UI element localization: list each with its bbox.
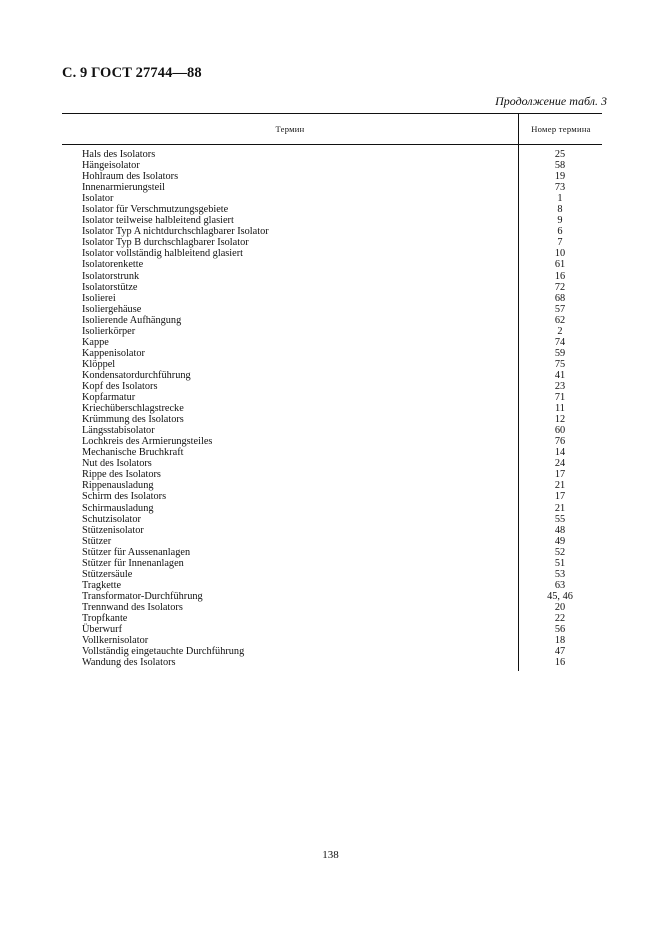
term-cell: Stützer für Innenanlagen bbox=[82, 557, 184, 569]
term-number-cell: 21 bbox=[554, 480, 566, 492]
table-row bbox=[62, 282, 602, 293]
term-cell: Kondensatordurchführung bbox=[82, 369, 191, 381]
term-number-cell: 24 bbox=[554, 458, 566, 470]
term-number-cell: 18 bbox=[554, 635, 566, 647]
term-cell: Vollständig eingetauchte Durchführung bbox=[82, 646, 245, 658]
table-body bbox=[62, 145, 602, 668]
term-cell: Isolatorstütze bbox=[82, 281, 138, 293]
table-row bbox=[62, 248, 602, 259]
term-cell: Tropfkante bbox=[82, 612, 128, 624]
table-row bbox=[62, 403, 602, 414]
term-cell: Isolator teilweise halbleitend glasiert bbox=[82, 215, 234, 227]
term-number-cell: 20 bbox=[554, 601, 566, 613]
term-cell: Klöppel bbox=[82, 358, 116, 370]
term-cell: Stützersäule bbox=[82, 568, 133, 580]
term-cell: Kriechüberschlagstrecke bbox=[82, 403, 184, 415]
table-row bbox=[62, 646, 602, 657]
term-number-cell: 55 bbox=[554, 513, 566, 525]
term-cell: Hals des Isolators bbox=[82, 149, 156, 160]
term-number-cell: 25 bbox=[554, 149, 566, 160]
term-cell: Kopf des Isolators bbox=[82, 380, 158, 392]
term-cell: Rippenausladung bbox=[82, 480, 154, 492]
term-cell: Tragkette bbox=[82, 579, 122, 591]
term-number-cell: 68 bbox=[554, 292, 566, 304]
term-number-cell: 75 bbox=[554, 358, 566, 370]
table-row bbox=[62, 359, 602, 370]
term-number-cell: 12 bbox=[554, 414, 566, 426]
term-cell: Krümmung des Isolators bbox=[82, 414, 184, 426]
term-number-cell: 22 bbox=[554, 612, 566, 624]
term-number-cell: 58 bbox=[554, 160, 566, 172]
table-row bbox=[62, 657, 602, 668]
table-row bbox=[62, 558, 602, 569]
term-cell: Innenarmierungsteil bbox=[82, 182, 165, 194]
table-row bbox=[62, 271, 602, 282]
term-cell: Mechanische Bruchkraft bbox=[82, 447, 184, 459]
term-number-cell: 71 bbox=[554, 392, 566, 404]
term-cell: Lochkreis des Armierungsteiles bbox=[82, 436, 213, 448]
term-cell: Isolierende Aufhängung bbox=[82, 314, 182, 326]
table-row bbox=[62, 635, 602, 646]
term-number-cell: 74 bbox=[554, 336, 566, 348]
table-row bbox=[62, 480, 602, 491]
terms-table bbox=[62, 113, 602, 668]
term-cell: Hohlraum des Isolators bbox=[82, 171, 179, 183]
term-cell: Schutzisolator bbox=[82, 513, 141, 525]
table-row bbox=[62, 226, 602, 237]
term-number-cell: 9 bbox=[557, 215, 563, 227]
table-row bbox=[62, 491, 602, 502]
table-row bbox=[62, 447, 602, 458]
table-row bbox=[62, 613, 602, 624]
table-row bbox=[62, 348, 602, 359]
column-header-number: Номер термина bbox=[518, 114, 603, 144]
term-number-cell: 63 bbox=[554, 579, 566, 591]
table-row bbox=[62, 414, 602, 425]
term-number-cell: 57 bbox=[554, 303, 566, 315]
term-number-cell: 16 bbox=[554, 657, 566, 669]
term-number-cell: 61 bbox=[554, 259, 566, 271]
table-row bbox=[62, 514, 602, 525]
table-row bbox=[62, 458, 602, 469]
term-cell: Isolatorstrunk bbox=[82, 270, 140, 282]
table-row bbox=[62, 569, 602, 580]
term-number-cell: 7 bbox=[557, 237, 563, 249]
term-number-cell: 56 bbox=[554, 624, 566, 636]
table-row bbox=[62, 602, 602, 613]
term-cell: Transformator-Durchführung bbox=[82, 590, 203, 602]
table-row bbox=[62, 149, 602, 160]
table-row bbox=[62, 580, 602, 591]
term-cell: Isolierkörper bbox=[82, 325, 136, 337]
table-row bbox=[62, 469, 602, 480]
term-cell: Schirmausladung bbox=[82, 502, 154, 514]
table-row bbox=[62, 304, 602, 315]
term-number-cell: 11 bbox=[555, 403, 565, 415]
table-row bbox=[62, 337, 602, 348]
table-row bbox=[62, 204, 602, 215]
term-cell: Kappenisolator bbox=[82, 347, 145, 359]
term-cell: Isolator Typ B durchschlagbarer Isolator bbox=[82, 237, 249, 249]
table-row bbox=[62, 503, 602, 514]
table-row bbox=[62, 326, 602, 337]
term-cell: Isolatorenkette bbox=[82, 259, 144, 271]
table-row bbox=[62, 381, 602, 392]
table-header-row bbox=[62, 114, 602, 145]
term-number-cell: 41 bbox=[554, 369, 566, 381]
term-cell: Stützer für Aussenanlagen bbox=[82, 546, 191, 558]
term-cell: Hängeisolator bbox=[82, 160, 140, 172]
term-cell: Isolator Typ A nichtdurchschlagbarer Isolator bbox=[82, 226, 269, 238]
term-number-cell: 16 bbox=[554, 270, 566, 282]
page-header: С. 9 ГОСТ 27744—88 bbox=[62, 65, 202, 81]
term-cell: Kopfarmatur bbox=[82, 392, 136, 404]
term-cell: Isolator vollständig halbleitend glasiert bbox=[82, 248, 243, 260]
table-row bbox=[62, 525, 602, 536]
term-cell: Stützenisolator bbox=[82, 524, 144, 536]
term-number-cell: 45, 46 bbox=[547, 590, 573, 602]
term-cell: Vollkernisolator bbox=[82, 635, 149, 647]
term-number-cell: 52 bbox=[554, 546, 566, 558]
table-row bbox=[62, 536, 602, 547]
term-cell: Nut des Isolators bbox=[82, 458, 152, 470]
term-number-cell: 6 bbox=[557, 226, 563, 238]
table-row bbox=[62, 547, 602, 558]
term-cell: Isolator bbox=[82, 193, 114, 205]
term-number-cell: 19 bbox=[554, 171, 566, 183]
term-cell: Kappe bbox=[82, 336, 109, 348]
term-number-cell: 2 bbox=[557, 325, 563, 337]
table-row bbox=[62, 370, 602, 381]
term-cell: Längsstabisolator bbox=[82, 425, 155, 437]
table-row bbox=[62, 624, 602, 635]
table-row bbox=[62, 315, 602, 326]
column-header-term: Термин bbox=[275, 124, 305, 134]
term-cell: Überwurf bbox=[82, 624, 123, 636]
table-row bbox=[62, 436, 602, 447]
term-number-cell: 14 bbox=[554, 447, 566, 459]
term-cell: Schirm des Isolators bbox=[82, 491, 167, 503]
page-number: 138 bbox=[322, 849, 339, 861]
term-number-cell: 51 bbox=[554, 557, 566, 569]
term-number-cell: 21 bbox=[554, 502, 566, 514]
term-number-cell: 17 bbox=[554, 491, 566, 503]
table-row bbox=[62, 193, 602, 204]
table-row bbox=[62, 425, 602, 436]
term-number-cell: 1 bbox=[557, 193, 563, 205]
term-number-cell: 49 bbox=[554, 535, 566, 547]
term-number-cell: 60 bbox=[554, 425, 566, 437]
term-cell: Trennwand des Isolators bbox=[82, 601, 183, 613]
table-row bbox=[62, 259, 602, 270]
term-number-cell: 10 bbox=[554, 248, 566, 260]
term-number-cell: 48 bbox=[554, 524, 566, 536]
table-continuation-label: Продолжение табл. 3 bbox=[495, 94, 607, 108]
table-row bbox=[62, 237, 602, 248]
table-row bbox=[62, 591, 602, 602]
table-row bbox=[62, 215, 602, 226]
term-number-cell: 73 bbox=[554, 182, 566, 194]
term-cell: Rippe des Isolators bbox=[82, 469, 161, 481]
table-row bbox=[62, 182, 602, 193]
term-cell: Isolierei bbox=[82, 292, 116, 304]
term-number-cell: 59 bbox=[554, 347, 566, 359]
table-row bbox=[62, 160, 602, 171]
term-number-cell: 23 bbox=[554, 380, 566, 392]
table-row bbox=[62, 293, 602, 304]
term-number-cell: 76 bbox=[554, 436, 566, 448]
term-number-cell: 8 bbox=[557, 204, 563, 216]
term-cell: Isolator für Verschmutzungsgebiete bbox=[82, 204, 229, 216]
term-cell: Stützer bbox=[82, 535, 112, 547]
term-number-cell: 47 bbox=[554, 646, 566, 658]
term-cell: Isoliergehäuse bbox=[82, 303, 142, 315]
term-number-cell: 17 bbox=[554, 469, 566, 481]
term-cell: Wandung des Isolators bbox=[82, 657, 176, 669]
table-row bbox=[62, 392, 602, 403]
table-row bbox=[62, 171, 602, 182]
term-number-cell: 62 bbox=[554, 314, 566, 326]
term-number-cell: 53 bbox=[554, 568, 566, 580]
term-number-cell: 72 bbox=[554, 281, 566, 293]
